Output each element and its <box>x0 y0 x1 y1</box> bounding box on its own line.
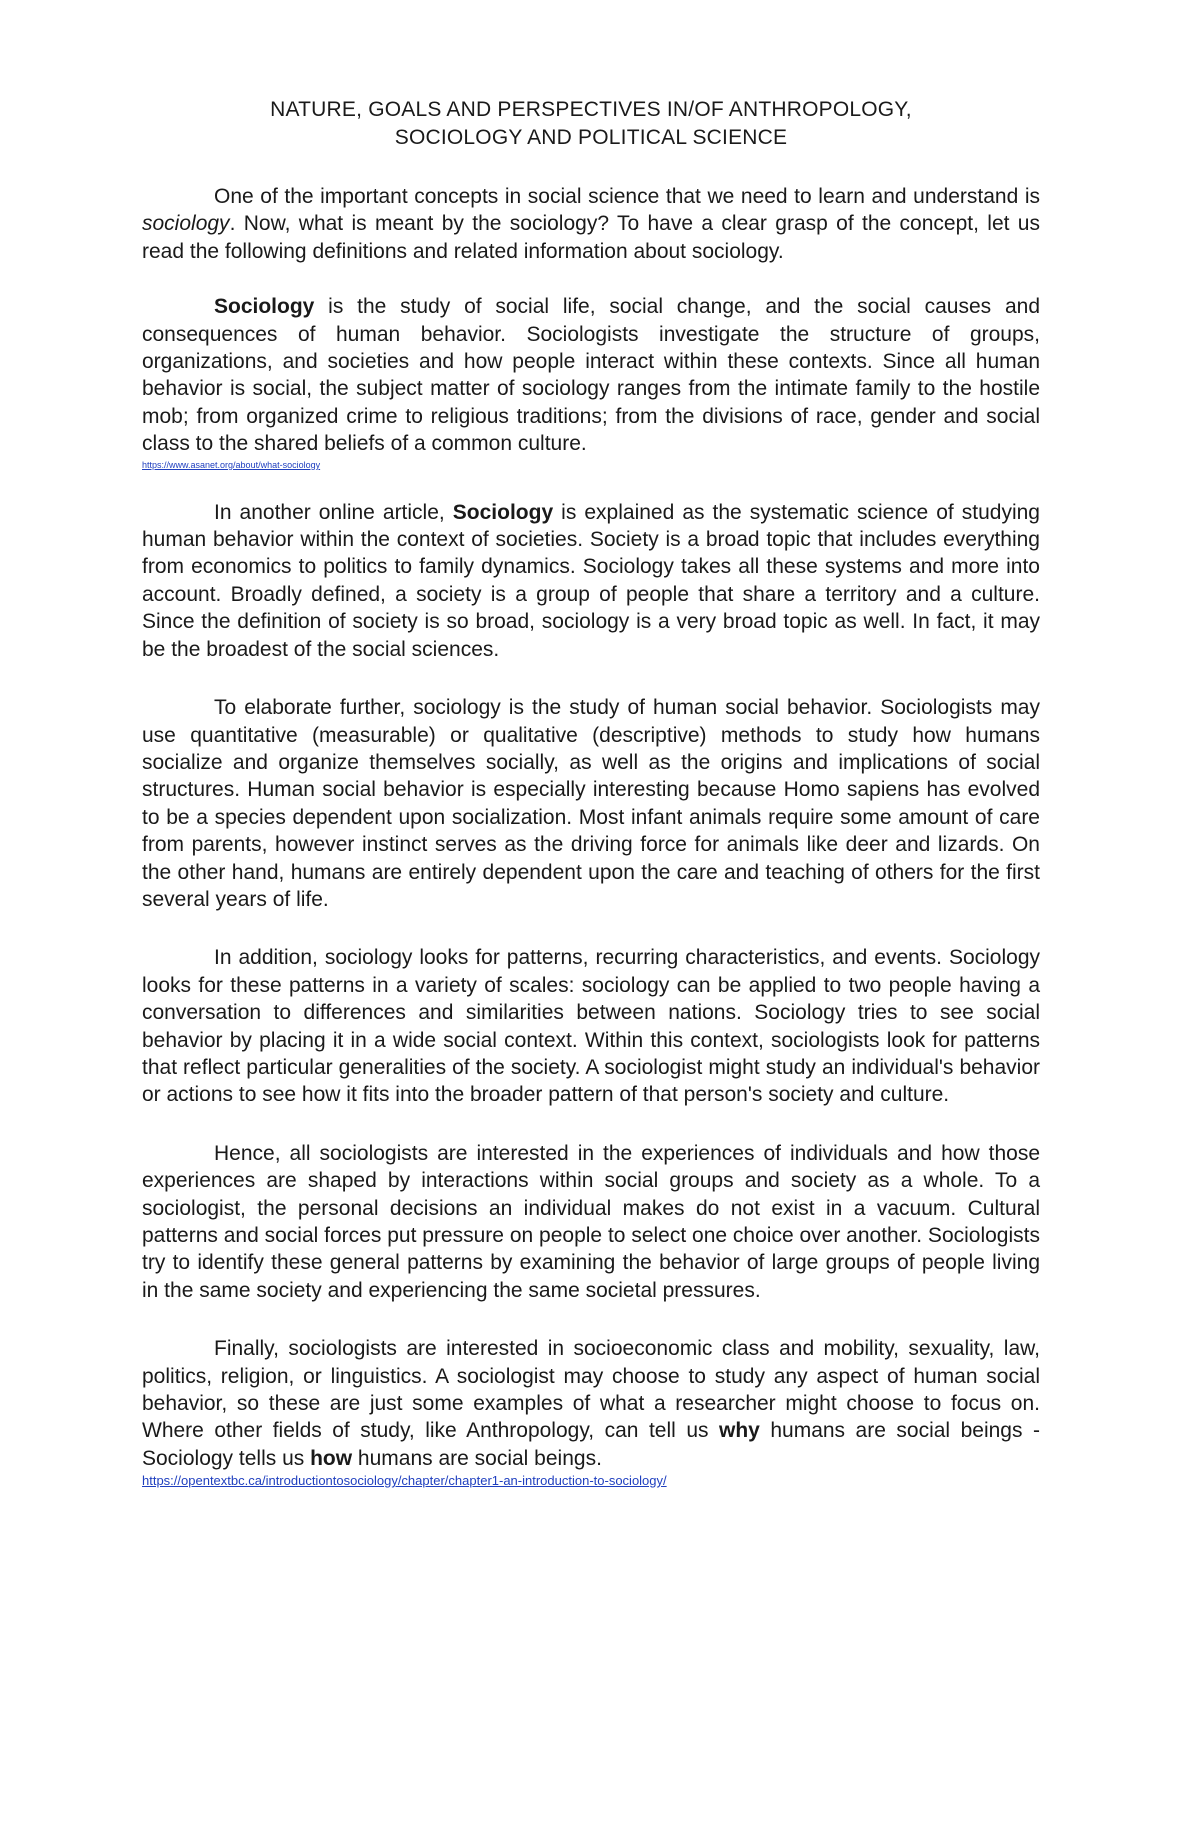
source-link-opentextbc[interactable]: https://opentextbc.ca/introductiontosociology/chapter/chapter1-an-introduction-to-sociology/ <box>142 1473 667 1489</box>
source-link-asanet[interactable]: https://www.asanet.org/about/what-sociology <box>142 459 321 470</box>
paragraph-text: Finally, sociologists are interested in socioeconomic class and mobility, sexuality, law, politics, religion, or linguistics. A sociologist may choose to study any aspect of human social behavior, so these are just some examples of what a researcher might choose to focus on. Where other fields of study, like Anthropology, can tell us <box>142 1337 1040 1443</box>
paragraph-text: is explained as the systematic science of studying human behavior within the context of societies. Society is a broad topic that includes everything from economics to politics to family dynamics. Sociology takes all these systems and more into account. Broadly defined, a society is a group of people that share a territory and a culture. Since the definition of society is so broad, sociology is a very broad topic as well. In fact, it may be the broadest of the social sciences. <box>142 500 1040 661</box>
paragraph-experiences: Hence, all sociologists are interested in the experiences of individuals and how those experiences are shaped by interactions within social groups and society as a whole. To a sociologist, the personal decisions an individual makes do not exist in a vacuum. Cultural patterns and social forces put pressure on people to select one choice over another. Sociologists try to identify these general patterns by examining the behavior of large groups of people living in the same society and experiencing the same societal pressures. <box>142 1141 1040 1302</box>
paragraph-intro <box>142 183 1040 265</box>
title-line-2: SOCIOLOGY AND POLITICAL SCIENCE <box>394 126 788 149</box>
paragraph-text: humans are social beings - Sociology tells us <box>142 1419 1040 1470</box>
document-page <box>142 96 1040 1488</box>
paragraph-text: One of the important concepts in social science that we need to learn and understand is <box>214 185 1040 208</box>
paragraph-text: . Now, what is meant by the sociology? To have a clear grasp of the concept, let us read the following definitions and related information about sociology. <box>142 212 1040 263</box>
bold-term: Sociology <box>452 500 554 524</box>
title-line-1: NATURE, GOALS AND PERSPECTIVES IN/OF ANTHROPOLOGY, <box>270 98 912 121</box>
paragraph-text: In another online article, <box>214 500 453 524</box>
paragraph-text: is the study of social life, social change, and the social causes and consequences of human behavior. Sociologists investigate the structure of groups, organizations, and societies and how people interact within these contexts. Since all human behavior is social, the subject matter of sociology ranges from the intimate family to the hostile mob; from organized crime to religious traditions; from the divisions of race, gender and social class to the shared beliefs of a common culture. <box>142 295 1040 456</box>
bold-term: Sociology <box>214 295 315 319</box>
italic-term: sociology <box>142 212 230 236</box>
document-title <box>142 96 1040 152</box>
bold-term: how <box>310 1446 353 1470</box>
paragraph-online-article <box>142 499 1040 663</box>
bold-term: why <box>719 1419 760 1443</box>
paragraph-elaborate: To elaborate further, sociology is the study of human social behavior. Sociologists may use quantitative (measurable) or qualitative (descriptive) methods to study how humans socialize and organize themselves socially, as well as the origins and implications of social structures. Human social behavior is especially interesting because Homo sapiens has evolved to be a species dependent upon socialization. Most infant animals require some amount of care from parents, however instinct serves as the driving force for animals like deer and lizards. On the other hand, humans are entirely dependent upon the care and teaching of others for the first several years of life. <box>142 696 1040 911</box>
paragraph-text: humans are social beings. <box>352 1446 602 1470</box>
paragraph-finally <box>142 1335 1040 1472</box>
paragraph-definition <box>142 293 1040 457</box>
paragraph-patterns: In addition, sociology looks for patterns, recurring characteristics, and events. Sociology looks for these patterns in a variety of scales: sociology can be applied to two people having a conversation to differences and similarities between nations. Sociology tries to see social behavior by placing it in a wide social context. Within this context, sociologists look for patterns that reflect particular generalities of the society. A sociologist might study an individual's behavior or actions to see how it fits into the broader pattern of that person's society and culture. <box>142 946 1040 1107</box>
